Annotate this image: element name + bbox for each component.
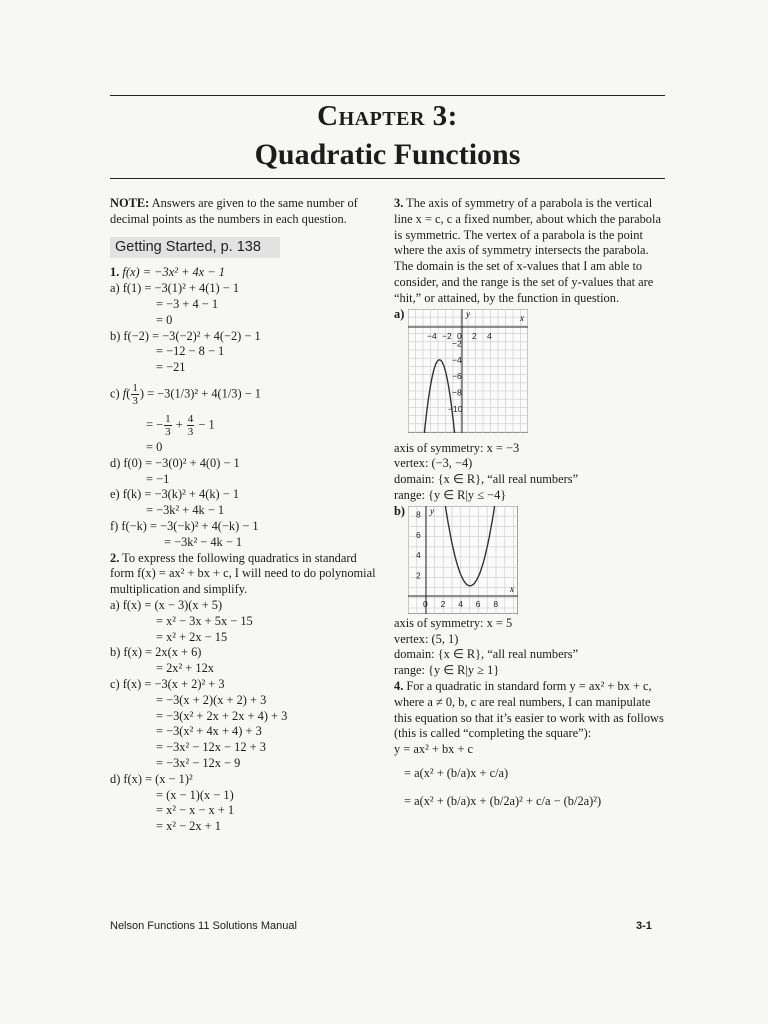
q3a-line: axis of symmetry: x = −3 [394,440,520,455]
q1a-line: = −3 + 4 − 1 [156,296,219,311]
q1c-line: = − $\frac{1}{3}$ + $\frac{4}{3}$ − 1 [146,412,215,438]
graph-b-x-tick: 2 [440,598,446,609]
q2d-line: = x² − 2x + 1 [156,819,221,834]
chapter-subtitle: Quadratic Functions [254,138,521,171]
q1-stem: 1. f(x) = −3x² + 4x − 1 [110,265,225,280]
q4-eq: y = ax² + bx + c [394,742,474,757]
graph-a-x-tick: −2 [442,330,452,341]
graph-b-y-tick: 2 [416,570,421,581]
q2c-line: = −3x² − 12x − 9 [156,755,241,770]
q1f-line: f) f(−k) = −3(−k)² + 4(−k) − 1 [110,518,259,533]
right-column [394,196,666,810]
note-text: Answers are given to the same number of decimal points as the numbers in each question. [110,196,358,226]
q2c-line: = −3(x² + 4x + 4) + 3 [156,724,262,739]
note-label: NOTE: [110,196,150,210]
graph-b-x-tick: 0 [423,598,428,609]
q2a-line: = x² + 2x − 15 [156,629,228,644]
q2a-line: a) f(x) = (x − 3)(x + 5) [110,597,223,612]
graph-a-y-tick: −6 [452,370,462,381]
graph-b-x-tick: 8 [493,598,499,609]
graph-b-label: b) [394,503,406,518]
section-heading: Getting Started, p. 138 [110,237,280,259]
q3b-line: range: {y ∈ R|y ≥ 1} [394,663,500,678]
graph-b-y-tick: 8 [416,509,421,520]
q3a-line: vertex: (−3, −4) [394,456,473,471]
graph-b-x-tick: 4 [458,598,463,609]
bottom-title-rule [110,178,665,179]
graph-a-x-tick: −4 [427,330,437,341]
q4-eq: = a(x² + (b/a)x + c/a) [404,765,509,780]
top-rule [110,95,665,96]
q1a-line: = 0 [156,312,173,327]
q2b-line: b) f(x) = 2x(x + 6) [110,645,202,660]
q1-function: f(x) = −3x² + 4x − 1 [122,265,225,280]
graph-b-y-tick: 6 [416,529,421,540]
q2d-line: = (x − 1)(x − 1) [156,787,234,802]
q2c-line: = −3x² − 12x − 12 + 3 [156,740,266,755]
q4-paragraph: 4. For a quadratic in standard form y = ax² + bx + c, where a ≠ 0, b, c are real numbers, I can manipulate this equation so that it’s easier to work with as follows (this is called “completing the square”): [394,678,664,741]
q1e-line: = −3k² + 4k − 1 [146,503,225,518]
chapter-title: Chapter 3: [317,100,458,132]
graph-a-y-label: y [466,308,470,319]
graph-b-row [394,504,666,614]
q2a-line: = x² − 3x + 5x − 15 [156,613,253,628]
q1d-line: d) f(0) = −3(0)² + 4(0) − 1 [110,455,240,470]
q1b-line: b) f(−2) = −3(−2)² + 4(−2) − 1 [110,328,261,343]
q2c-line: = −3(x + 2)(x + 2) + 3 [156,692,267,707]
q1b-line: = −21 [156,360,186,375]
graph-a-x-label: x [520,312,524,323]
q3b-line: domain: {x ∈ R}, “all real numbers” [394,647,579,662]
q3-paragraph: 3. The axis of symmetry of a parabola is the vertical line x = c, c a fixed number, about which the parabola is symmetric. The vertex of a parabola is the point where the axis of symmetry intersects the parabola. The domain is the set of x-values that I am able to consider, and the range is the set of y-values that are “hit,” or attained, by the function in question. [394,196,661,305]
graph-a-y-tick: −10 [448,403,463,414]
q3b-line: vertex: (5, 1) [394,631,459,646]
q1b-line: = −12 − 8 − 1 [156,344,225,359]
fraction: $\frac{1}{3}$ [165,412,171,438]
graph-a-row [394,307,666,437]
q2c-line: c) f(x) = −3(x + 2)² + 3 [110,676,225,691]
q1d-line: = −1 [146,471,170,486]
q1c-line: c) f( $\frac{1}{3}$ ) = −3(1/3)² + 4(1/3) − 1 [110,381,261,407]
graph-b [408,506,518,614]
graph-a-x-tick: 4 [487,330,492,341]
q2d-line: d) f(x) = (x − 1)² [110,771,193,786]
graph-a [408,309,528,433]
q3b-line: axis of symmetry: x = 5 [394,615,513,630]
fraction: $\frac{1}{3}$ [132,381,138,407]
graph-a-y-tick: −8 [452,387,462,398]
graph-b-y-label: y [430,505,434,516]
q1a-line: a) f(1) = −3(1)² + 4(1) − 1 [110,281,240,296]
q3a-line: domain: {x ∈ R}, “all real numbers” [394,472,579,487]
graph-a-x-tick: 2 [472,330,477,341]
graph-a-y-tick: −4 [452,354,462,365]
q2b-line: = 2x² + 12x [156,661,214,676]
note-paragraph [110,196,382,228]
q1f-line: = −3k² − 4k − 1 [164,534,243,549]
footer-page-number: 3-1 [636,920,652,932]
graph-a-label: a) [394,306,405,321]
q3a-line: range: {y ∈ R|y ≤ −4} [394,487,507,502]
q2c-line: = −3(x² + 2x + 2x + 4) + 3 [156,708,288,723]
q2-stem: 2. To express the following quadratics in standard form f(x) = ax² + bx + c, I will need to do polynomial multiplication and simplify. [110,550,376,597]
graph-b-y-tick: 4 [416,549,421,560]
graph-b-x-label: x [510,583,514,594]
left-column [110,196,382,835]
graph-b-x-tick: 6 [475,598,481,609]
fraction: $\frac{4}{3}$ [187,412,194,438]
q2d-line: = x² − x − x + 1 [156,803,235,818]
q1c-line: = 0 [146,439,163,454]
q1e-line: e) f(k) = −3(k)² + 4(k) − 1 [110,487,240,502]
graph-a-y-tick: −2 [452,337,462,348]
graph-a-x-tick: 0 [457,330,462,341]
q4-eq: = a(x² + (b/a)x + (b/2a)² + c/a − (b/2a)²) [404,793,602,808]
footer-left: Nelson Functions 11 Solutions Manual [110,920,297,932]
